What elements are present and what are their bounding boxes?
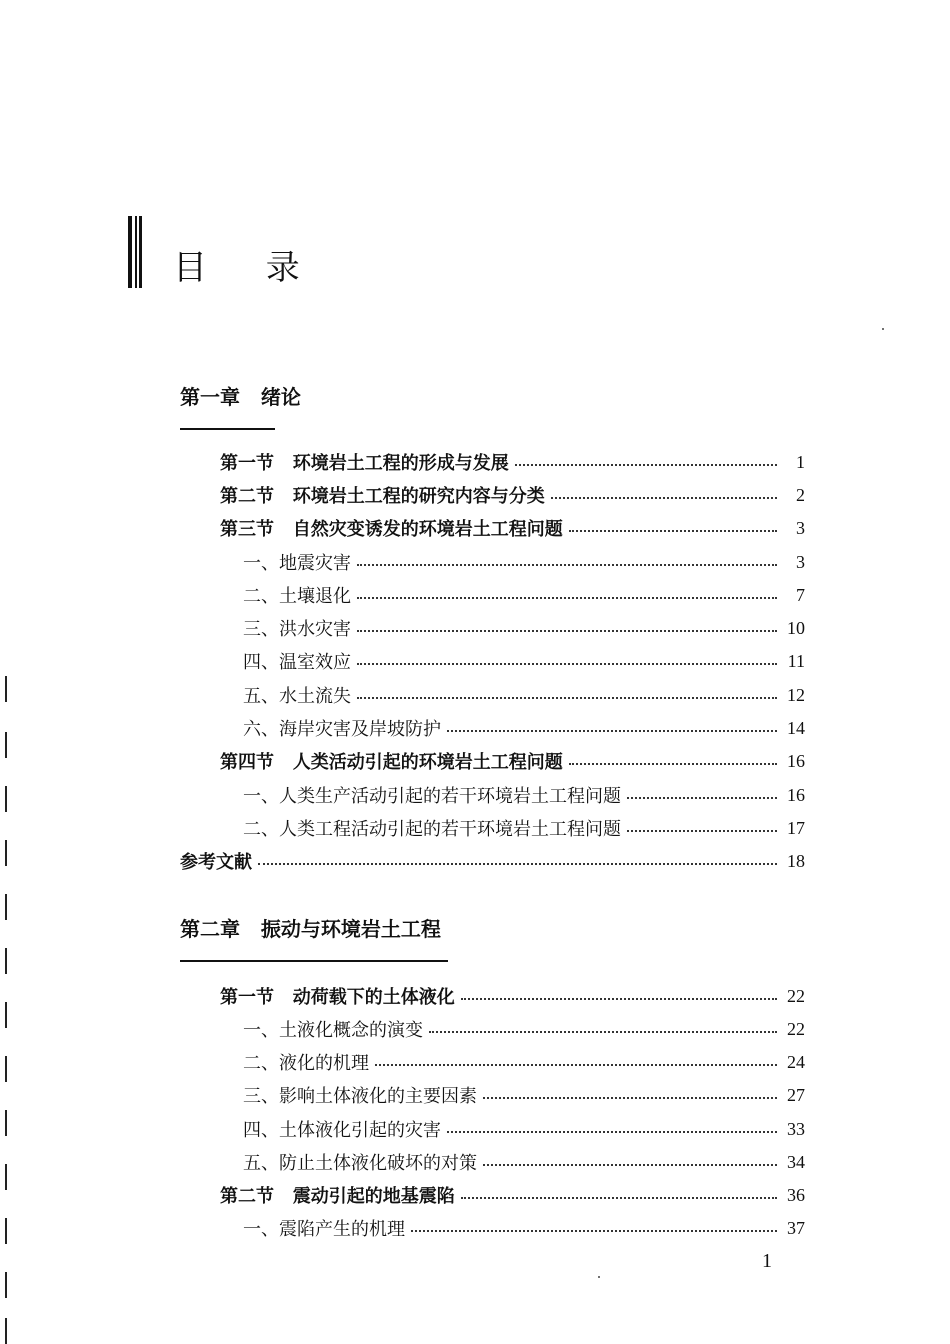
entry-page: 17	[787, 817, 805, 838]
entry-label: 第二节 环境岩土工程的研究内容与分类	[220, 486, 545, 507]
dot-leader	[357, 697, 777, 699]
scan-mark	[5, 1164, 7, 1190]
toc-entry[interactable]	[243, 680, 805, 710]
entry-label: 三、洪水灾害	[243, 619, 351, 640]
dot-leader	[357, 564, 777, 566]
toc-entry[interactable]	[220, 1180, 805, 1210]
chapter-1-underline	[180, 428, 275, 430]
scan-mark	[5, 786, 7, 812]
entry-page: 22	[787, 985, 805, 1006]
chapter-1-heading: 第一章 绪论	[180, 385, 301, 409]
toc-entry[interactable]	[243, 547, 805, 577]
scan-mark	[5, 948, 7, 974]
entry-label: 四、温室效应	[243, 652, 351, 673]
entry-label: 二、人类工程活动引起的若干环境岩土工程问题	[243, 819, 621, 840]
scan-mark	[5, 1318, 7, 1344]
entry-page: 16	[787, 784, 805, 805]
dot-leader	[551, 497, 777, 499]
dot-leader	[569, 530, 777, 532]
toc-entry[interactable]	[243, 1147, 805, 1177]
scan-mark	[5, 1056, 7, 1082]
scan-mark	[5, 1110, 7, 1136]
entry-label: 四、土体液化引起的灾害	[243, 1120, 441, 1141]
dot-leader	[447, 1131, 777, 1133]
dot-leader	[258, 863, 777, 865]
dot-leader	[357, 630, 777, 632]
dot-leader	[357, 597, 777, 599]
toc-entry[interactable]	[243, 613, 805, 643]
toc-entry[interactable]	[243, 813, 805, 843]
entry-label: 第二节 震动引起的地基震陷	[220, 1186, 455, 1207]
entry-page: 2	[796, 484, 805, 505]
toc-entry[interactable]	[243, 1047, 805, 1077]
page-title: 目 录	[173, 248, 324, 288]
scan-mark	[5, 1002, 7, 1028]
title-decoration-bars	[128, 216, 148, 288]
entry-page: 7	[796, 584, 805, 605]
entry-label: 三、影响土体液化的主要因素	[243, 1086, 477, 1107]
entry-label: 六、海岸灾害及岸坡防护	[243, 719, 441, 740]
toc-entry[interactable]	[220, 981, 805, 1011]
scan-mark	[5, 1218, 7, 1244]
dot-leader	[357, 663, 777, 665]
scan-mark	[5, 840, 7, 866]
entry-page: 10	[787, 617, 805, 638]
entry-label: 五、防止土体液化破坏的对策	[243, 1153, 477, 1174]
entry-page: 33	[787, 1118, 805, 1139]
entry-page: 36	[787, 1184, 805, 1205]
dot-leader	[627, 830, 777, 832]
toc-entry[interactable]	[243, 646, 805, 676]
entry-page: 1	[796, 451, 805, 472]
entry-label: 一、震陷产生的机理	[243, 1219, 405, 1240]
dot-leader	[375, 1064, 777, 1066]
entry-page: 27	[787, 1084, 805, 1105]
toc-entry[interactable]	[220, 746, 805, 776]
chapter-2-underline	[180, 960, 448, 962]
scan-mark	[5, 676, 7, 702]
dot-leader	[483, 1164, 777, 1166]
entry-label: 第四节 人类活动引起的环境岩土工程问题	[220, 752, 563, 773]
entry-label: 第一节 动荷载下的土体液化	[220, 987, 455, 1008]
toc-entry[interactable]	[243, 580, 805, 610]
entry-page: 22	[787, 1018, 805, 1039]
dot-leader	[429, 1031, 777, 1033]
entry-page: 14	[787, 717, 805, 738]
dot-leader	[461, 998, 777, 1000]
toc-entry[interactable]	[220, 447, 805, 477]
page-number: 1	[762, 1250, 772, 1272]
dot-leader	[447, 730, 777, 732]
dot-leader	[461, 1197, 777, 1199]
toc-entry[interactable]	[243, 1213, 805, 1243]
scan-speck	[882, 328, 884, 330]
entry-page: 18	[787, 850, 805, 871]
entry-label: 一、土液化概念的演变	[243, 1020, 423, 1041]
entry-label: 二、液化的机理	[243, 1053, 369, 1074]
entry-label: 一、人类生产活动引起的若干环境岩土工程问题	[243, 786, 621, 807]
scan-speck	[598, 1276, 600, 1278]
toc-entry[interactable]	[243, 713, 805, 743]
entry-label: 五、水土流失	[243, 686, 351, 707]
toc-entry[interactable]	[220, 513, 805, 543]
dot-leader	[569, 763, 777, 765]
toc-entry-references[interactable]	[180, 846, 805, 876]
scan-mark	[5, 894, 7, 920]
toc-entry[interactable]	[220, 480, 805, 510]
toc-entry[interactable]	[243, 780, 805, 810]
entry-label: 二、土壤退化	[243, 586, 351, 607]
entry-page: 12	[787, 684, 805, 705]
dot-leader	[515, 464, 777, 466]
dot-leader	[411, 1230, 777, 1232]
entry-label: 参考文献	[180, 852, 252, 873]
chapter-2-heading: 第二章 振动与环境岩土工程	[180, 917, 441, 941]
entry-page: 24	[787, 1051, 805, 1072]
entry-page: 34	[787, 1151, 805, 1172]
entry-label: 第三节 自然灾变诱发的环境岩土工程问题	[220, 519, 563, 540]
toc-entry[interactable]	[243, 1114, 805, 1144]
toc-entry[interactable]	[243, 1014, 805, 1044]
entry-page: 16	[787, 750, 805, 771]
dot-leader	[483, 1097, 777, 1099]
entry-label: 一、地震灾害	[243, 553, 351, 574]
toc-entry[interactable]	[243, 1080, 805, 1110]
entry-label: 第一节 环境岩土工程的形成与发展	[220, 453, 509, 474]
scan-mark	[5, 1272, 7, 1298]
entry-page: 3	[796, 517, 805, 538]
scan-mark	[5, 732, 7, 758]
entry-page: 3	[796, 551, 805, 572]
entry-page: 11	[787, 650, 805, 671]
entry-page: 37	[787, 1217, 805, 1238]
dot-leader	[627, 797, 777, 799]
